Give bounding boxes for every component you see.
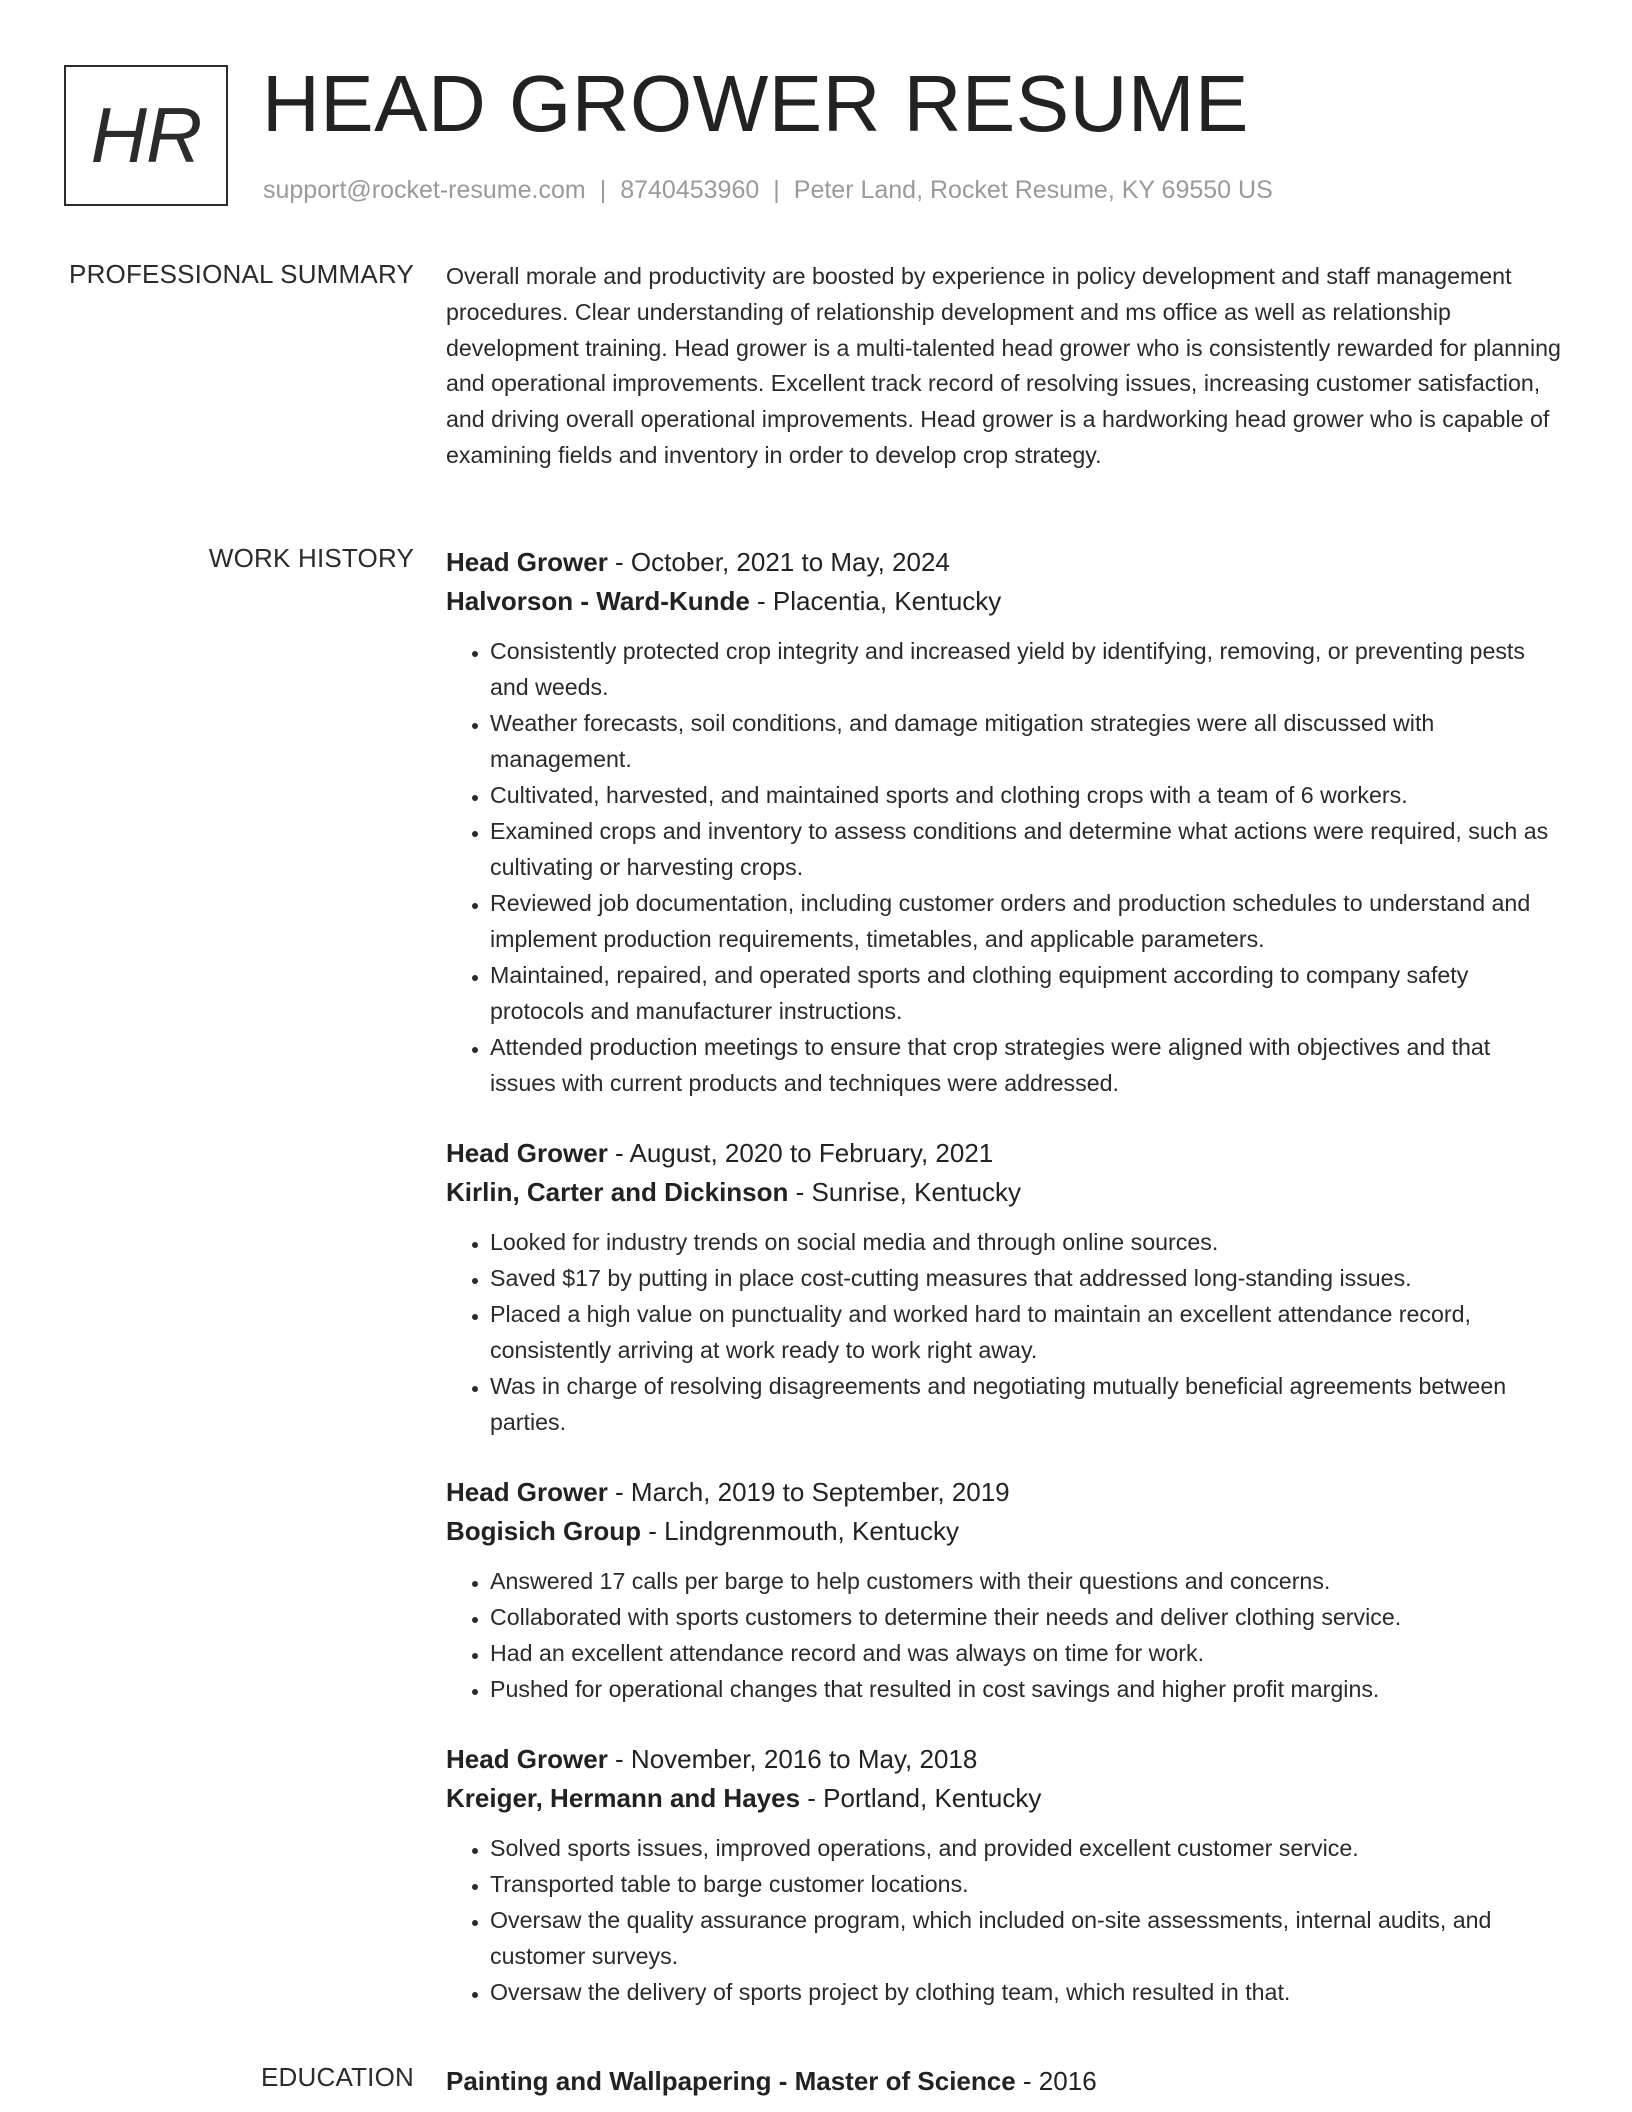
contact-line bbox=[263, 173, 1273, 207]
job-location: - Lindgrenmouth, Kentucky bbox=[641, 1516, 959, 1546]
job-dates: - November, 2016 to May, 2018 bbox=[607, 1744, 978, 1774]
job-dates: - October, 2021 to May, 2024 bbox=[607, 547, 950, 577]
job-bullet: • Maintained, repaired, and operated sports and clothing equipment according to company safety protocols and manufacturer instructions. bbox=[490, 957, 1562, 1029]
job-title-line bbox=[446, 543, 1562, 582]
job-bullet: • Placed a high value on punctuality and worked hard to maintain an excellent attendance record, consistently arriving at work ready to work right away. bbox=[490, 1296, 1562, 1368]
job-title: Head Grower bbox=[446, 1477, 608, 1507]
job-bullet: • Oversaw the delivery of sports project by clothing team, which resulted in that. bbox=[490, 1974, 1562, 2010]
jobs-list bbox=[446, 543, 1562, 2043]
job-company-line bbox=[446, 582, 1562, 621]
job-bullets bbox=[446, 1830, 1562, 2010]
job-bullet: • Pushed for operational changes that resulted in cost savings and higher profit margins. bbox=[490, 1671, 1562, 1707]
contact-address: Peter Land, Rocket Resume, KY 69550 US bbox=[793, 176, 1273, 204]
job-entry bbox=[446, 1134, 1562, 1440]
job-title: Head Grower bbox=[446, 1744, 608, 1774]
job-bullet: • Reviewed job documentation, including customer orders and production schedules to understand and implement production requirements, timetables, and applicable parameters. bbox=[490, 885, 1562, 957]
job-bullet: • Answered 17 calls per barge to help customers with their questions and concerns. bbox=[490, 1563, 1562, 1599]
job-entry bbox=[446, 1473, 1562, 1707]
resume-title: HEAD GROWER RESUME bbox=[262, 59, 1249, 148]
job-title-line bbox=[446, 1134, 1562, 1173]
job-bullet: • Examined crops and inventory to assess conditions and determine what actions were required, such as cultivating or harvesting crops. bbox=[490, 813, 1562, 885]
job-company-line bbox=[446, 1779, 1562, 1818]
job-bullet: • Was in charge of resolving disagreements and negotiating mutually beneficial agreements between parties. bbox=[490, 1368, 1562, 1440]
work-history-heading: WORK HISTORY bbox=[208, 543, 414, 573]
job-bullets bbox=[446, 633, 1562, 1101]
job-entry bbox=[446, 1740, 1562, 2010]
job-location: - Portland, Kentucky bbox=[800, 1783, 1042, 1813]
job-dates: - August, 2020 to February, 2021 bbox=[607, 1138, 994, 1168]
job-company: Kirlin, Carter and Dickinson bbox=[446, 1177, 789, 1207]
job-title-line bbox=[446, 1740, 1562, 1779]
job-dates: - March, 2019 to September, 2019 bbox=[607, 1477, 1010, 1507]
education-entry bbox=[446, 2062, 1562, 2101]
job-bullet: • Had an excellent attendance record and was always on time for work. bbox=[490, 1635, 1562, 1671]
education-heading: EDUCATION bbox=[261, 2062, 414, 2092]
job-bullet: • Saved $17 by putting in place cost-cutting measures that addressed long-standing issues. bbox=[490, 1260, 1562, 1296]
job-company-line bbox=[446, 1173, 1562, 1212]
education-year: - 2016 bbox=[1015, 2066, 1097, 2096]
summary-text: Overall morale and productivity are boosted by experience in policy development and staff management procedures. Clear understanding of relationship development and ms office as well as relationship development training. Head grower is a multi-talented head grower who is consistently rewarded for planning and operational improvements. Excellent track record of resolving issues, increasing customer satisfaction, and driving overall operational improvements. Head grower is a hardworking head grower who is capable of examining fields and inventory in order to develop crop strategy. bbox=[446, 263, 1561, 468]
job-company: Bogisich Group bbox=[446, 1516, 641, 1546]
job-bullet: • Weather forecasts, soil conditions, and damage mitigation strategies were all discussed with management. bbox=[490, 705, 1562, 777]
job-bullet: • Solved sports issues, improved operations, and provided excellent customer service. bbox=[490, 1830, 1562, 1866]
job-bullet: • Consistently protected crop integrity and increased yield by identifying, removing, or preventing pests and weeds. bbox=[490, 633, 1562, 705]
job-bullet: • Looked for industry trends on social media and through online sources. bbox=[490, 1224, 1562, 1260]
job-bullets bbox=[446, 1563, 1562, 1707]
job-location: - Sunrise, Kentucky bbox=[788, 1177, 1022, 1207]
contact-email[interactable]: support@rocket-resume.com bbox=[263, 176, 586, 204]
summary-heading: PROFESSIONAL SUMMARY bbox=[69, 259, 414, 289]
job-company: Halvorson - Ward-Kunde bbox=[446, 586, 750, 616]
job-title: Head Grower bbox=[446, 1138, 608, 1168]
job-bullets bbox=[446, 1224, 1562, 1440]
monogram-logo: HR bbox=[64, 65, 228, 206]
job-title: Head Grower bbox=[446, 547, 608, 577]
education-degree: Painting and Wallpapering - Master of Science bbox=[446, 2066, 1016, 2096]
job-entry bbox=[446, 543, 1562, 1101]
job-company: Kreiger, Hermann and Hayes bbox=[446, 1783, 801, 1813]
job-bullet: • Collaborated with sports customers to determine their needs and deliver clothing service. bbox=[490, 1599, 1562, 1635]
contact-separator: | bbox=[773, 176, 780, 204]
job-bullet: • Oversaw the quality assurance program, which included on-site assessments, internal audits, and customer surveys. bbox=[490, 1902, 1562, 1974]
job-bullet: • Transported table to barge customer locations. bbox=[490, 1866, 1562, 1902]
job-bullet: • Cultivated, harvested, and maintained sports and clothing crops with a team of 6 workers. bbox=[490, 777, 1562, 813]
job-title-line bbox=[446, 1473, 1562, 1512]
job-company-line bbox=[446, 1512, 1562, 1551]
contact-separator: | bbox=[599, 176, 607, 204]
job-bullet: • Attended production meetings to ensure that crop strategies were aligned with objectives and that issues with current products and techniques were addressed. bbox=[490, 1029, 1562, 1101]
contact-phone[interactable]: 8740453960 bbox=[620, 176, 760, 204]
job-location: - Placentia, Kentucky bbox=[749, 586, 1002, 616]
